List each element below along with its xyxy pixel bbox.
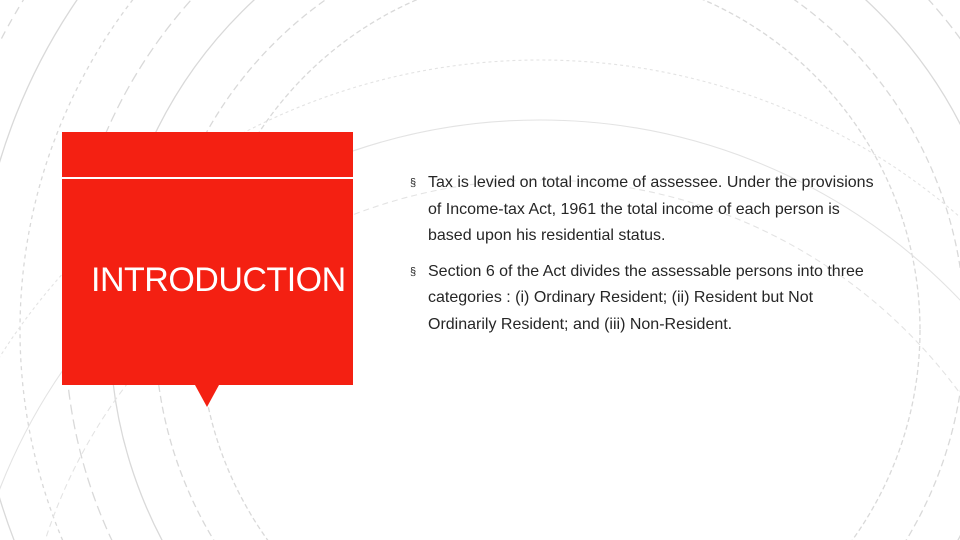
bullet-item-section-6 [410, 259, 885, 339]
slide-title: INTRODUCTION [91, 261, 346, 299]
square-bullet-icon: § [410, 177, 417, 189]
panel-divider [62, 177, 353, 179]
panel-pointer [195, 385, 219, 407]
bullet-text: Section 6 of the Act divides the assessable persons into three categories : (i) Ordinary Resident; (ii) Resident but Not Ordinarily Resident; and (iii) Non-Resident. [428, 262, 864, 333]
bullet-text: Tax is levied on total income of assessee. Under the provisions of Income-tax Act, 1961 the total income of each person is based upon his residential status. [428, 174, 874, 244]
bullet-item-residential-status [410, 170, 885, 250]
title-panel [62, 132, 353, 385]
bullet-list [410, 170, 885, 347]
square-bullet-icon: § [410, 265, 417, 278]
